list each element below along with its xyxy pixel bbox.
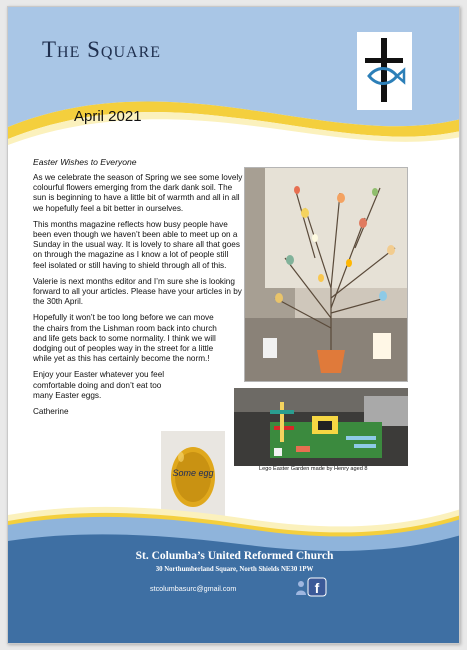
egg-photo: [161, 431, 225, 516]
masthead-title: The Square: [42, 37, 162, 62]
lego-photo-caption: Lego Easter Garden made by Henry aged 8: [259, 466, 368, 472]
article-paragraph-1: As we celebrate the season of Spring we see some lovely colourful flowers emerging from the dark dank soil. The sun is beginning to have a little bit of warmth and all in all we hopefully feel a bit better in ourselves.: [33, 173, 243, 213]
article-heading: Easter Wishes to Everyone: [33, 157, 137, 167]
article-paragraph-2: This months magazine reflects how busy people have been even though we haven’t been able to meet up on a Sunday in the usual way. It is lovely to share all that goes on through the magazine as I know a lot of people still feel isolated or still having to shield through all of this.: [33, 219, 240, 270]
issue-date: April 2021: [74, 108, 142, 125]
footer-banner: [8, 505, 460, 644]
egg-lettering: Some egg: [172, 468, 214, 478]
facebook-icon[interactable]: [294, 576, 328, 598]
church-logo: [357, 32, 412, 110]
article-signoff: Catherine: [33, 407, 69, 417]
svg-text:f: f: [314, 580, 320, 596]
easter-tree-photo: [244, 167, 408, 382]
newsletter-page: [7, 6, 460, 644]
lego-garden-photo: [234, 388, 408, 466]
cross-fish-icon: [357, 32, 412, 110]
church-address: 30 Northumberland Square, North Shields NE30 1PW: [155, 566, 314, 573]
article-paragraph-3: Valerie is next months editor and I’m sure she is looking forward to all your articles. Please have your articles in by the 30th April.: [33, 276, 242, 307]
article-paragraph-5: Enjoy your Easter whatever you feel comfortable doing and don’t eat too many Easter eggs.: [33, 370, 165, 400]
church-name: St. Columba’s United Reformed Church: [135, 550, 334, 562]
church-email[interactable]: stcolumbasurc@gmail.com: [150, 584, 237, 593]
article-paragraph-4: Hopefully it won’t be too long before we can move the chairs from the Lishman room back into church and life gets back to some normality. I think we will dodging out of peoples way in the street for a little while yet as this has certainly become the norm.!: [33, 313, 217, 364]
article: [33, 157, 243, 416]
